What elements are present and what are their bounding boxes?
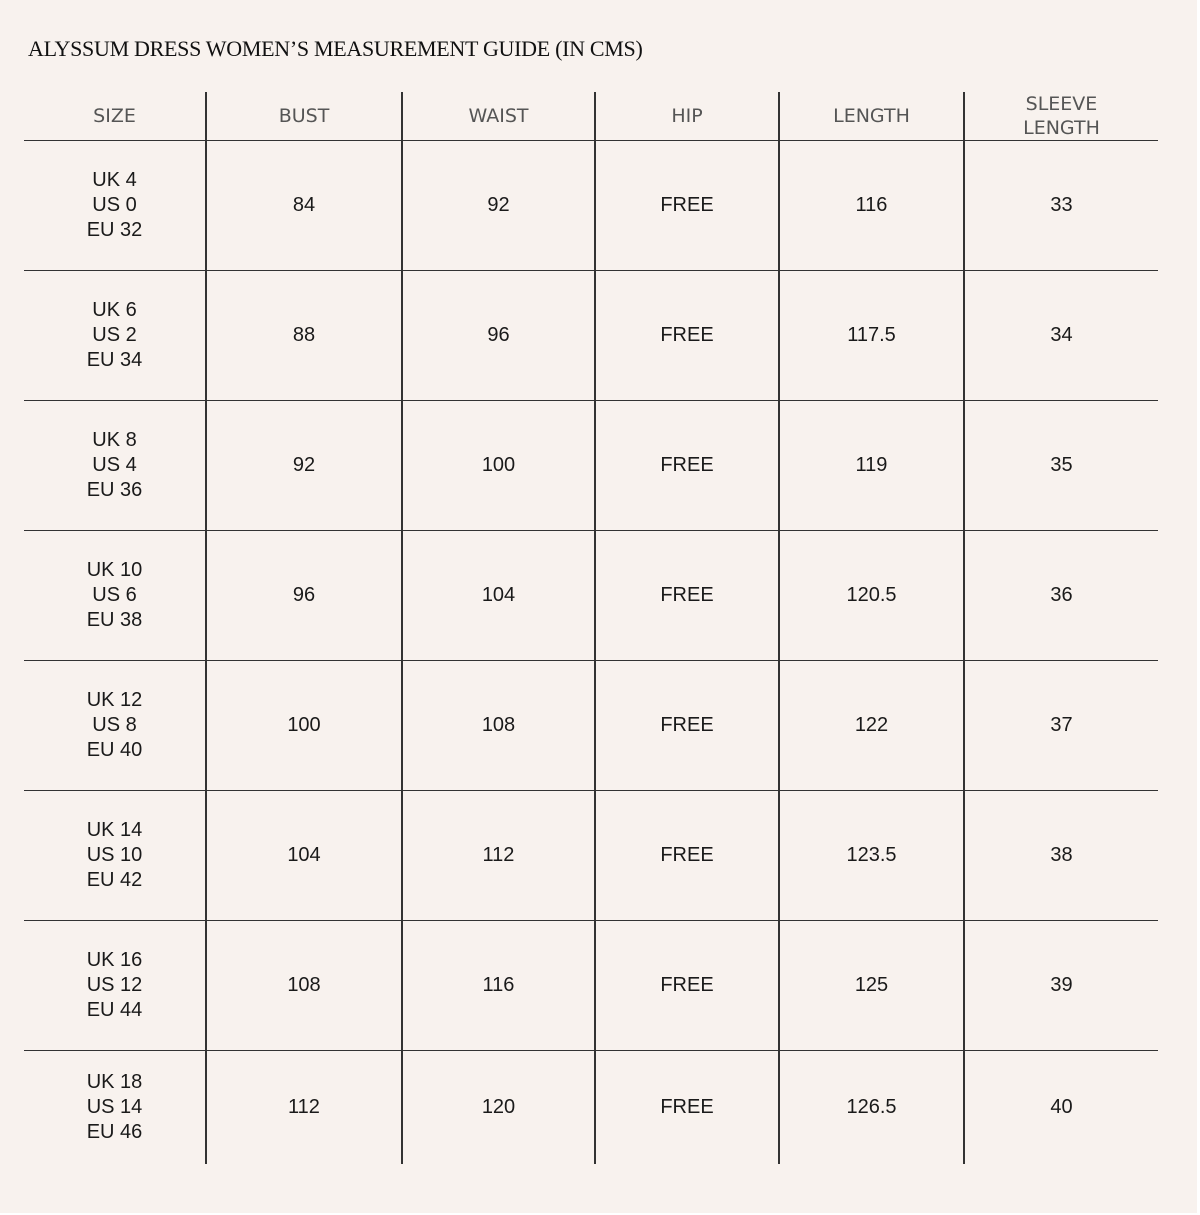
- column-header-sleeve-line-1: SLEEVE: [1025, 93, 1098, 115]
- bust-cell: 100: [206, 661, 402, 791]
- length-cell: 119: [779, 401, 964, 531]
- hip-cell: FREE: [595, 401, 779, 531]
- size-cell: [24, 531, 206, 661]
- size-us: US 6: [92, 584, 137, 606]
- size-uk: UK 14: [86, 819, 143, 841]
- size-us: US 0: [92, 194, 137, 216]
- table-row: [24, 791, 1158, 921]
- size-us: US 2: [92, 324, 137, 346]
- length-cell: 125: [779, 921, 964, 1051]
- bust-cell: 108: [206, 921, 402, 1051]
- size-uk: UK 6: [92, 299, 137, 321]
- table-header-row: [24, 92, 1158, 141]
- waist-cell: 116: [402, 921, 595, 1051]
- sleeve-cell: 35: [964, 401, 1158, 531]
- hip-cell: FREE: [595, 921, 779, 1051]
- hip-cell: FREE: [595, 791, 779, 921]
- size-cell: [24, 141, 206, 271]
- column-header-sleeve-line-2: LENGTH: [1023, 117, 1100, 139]
- waist-cell: 92: [402, 141, 595, 271]
- length-cell: 117.5: [779, 271, 964, 401]
- size-cell: [24, 401, 206, 531]
- sleeve-cell: 34: [964, 271, 1158, 401]
- size-cell: [24, 661, 206, 791]
- length-cell: 126.5: [779, 1051, 964, 1165]
- size-uk: UK 8: [92, 429, 137, 451]
- size-uk: UK 16: [86, 949, 143, 971]
- size-uk: UK 18: [86, 1071, 143, 1093]
- length-cell: 123.5: [779, 791, 964, 921]
- table-row: [24, 401, 1158, 531]
- measurement-table: [24, 92, 1158, 1164]
- size-eu: EU 42: [86, 869, 143, 891]
- bust-cell: 112: [206, 1051, 402, 1165]
- size-cell: [24, 271, 206, 401]
- waist-cell: 108: [402, 661, 595, 791]
- hip-cell: FREE: [595, 531, 779, 661]
- length-cell: 122: [779, 661, 964, 791]
- column-header-length: LENGTH: [779, 92, 964, 141]
- sleeve-cell: 38: [964, 791, 1158, 921]
- size-cell: [24, 1051, 206, 1165]
- column-header-bust: BUST: [206, 92, 402, 141]
- column-header-waist: WAIST: [402, 92, 595, 141]
- size-eu: EU 46: [86, 1121, 143, 1143]
- hip-cell: FREE: [595, 1051, 779, 1165]
- hip-cell: FREE: [595, 271, 779, 401]
- size-eu: EU 44: [86, 999, 143, 1021]
- waist-cell: 100: [402, 401, 595, 531]
- bust-cell: 92: [206, 401, 402, 531]
- hip-cell: FREE: [595, 661, 779, 791]
- sleeve-cell: 39: [964, 921, 1158, 1051]
- size-cell: [24, 791, 206, 921]
- length-cell: 116: [779, 141, 964, 271]
- table-body: [24, 141, 1158, 1165]
- bust-cell: 104: [206, 791, 402, 921]
- column-header-size: SIZE: [24, 92, 206, 141]
- sleeve-cell: 33: [964, 141, 1158, 271]
- size-eu: EU 40: [86, 739, 143, 761]
- size-eu: EU 32: [86, 219, 143, 241]
- waist-cell: 112: [402, 791, 595, 921]
- size-us: US 4: [92, 454, 137, 476]
- size-cell: [24, 921, 206, 1051]
- size-uk: UK 12: [86, 689, 143, 711]
- table-row: [24, 271, 1158, 401]
- page-title: ALYSSUM DRESS WOMEN’S MEASUREMENT GUIDE (IN CMS): [28, 36, 643, 61]
- size-us: US 10: [86, 844, 143, 866]
- size-eu: EU 36: [86, 479, 143, 501]
- sleeve-cell: 40: [964, 1051, 1158, 1165]
- size-uk: UK 4: [92, 169, 137, 191]
- waist-cell: 120: [402, 1051, 595, 1165]
- bust-cell: 84: [206, 141, 402, 271]
- length-cell: 120.5: [779, 531, 964, 661]
- hip-cell: FREE: [595, 141, 779, 271]
- size-eu: EU 38: [86, 609, 143, 631]
- bust-cell: 96: [206, 531, 402, 661]
- sleeve-cell: 36: [964, 531, 1158, 661]
- waist-cell: 96: [402, 271, 595, 401]
- sleeve-cell: 37: [964, 661, 1158, 791]
- size-us: US 14: [86, 1096, 143, 1118]
- column-header-hip: HIP: [595, 92, 779, 141]
- size-us: US 8: [92, 714, 137, 736]
- bust-cell: 88: [206, 271, 402, 401]
- size-uk: UK 10: [86, 559, 143, 581]
- size-eu: EU 34: [86, 349, 143, 371]
- waist-cell: 104: [402, 531, 595, 661]
- column-header-sleeve-length: [964, 92, 1158, 141]
- table-row: [24, 141, 1158, 271]
- table-row: [24, 1051, 1158, 1165]
- size-us: US 12: [86, 974, 143, 996]
- table-row: [24, 531, 1158, 661]
- table-row: [24, 661, 1158, 791]
- table-row: [24, 921, 1158, 1051]
